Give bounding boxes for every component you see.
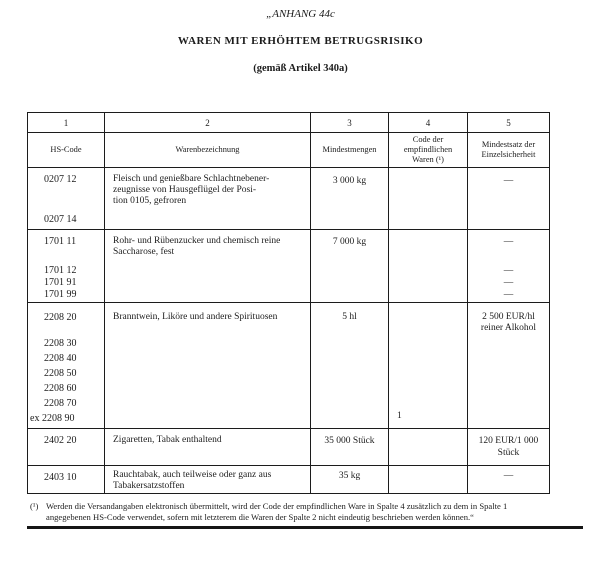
column-number: 5 xyxy=(467,113,549,132)
min-rate-line: reiner Alkohol xyxy=(480,323,537,333)
hs-code: 1701 91 xyxy=(44,277,77,288)
column-header-line: Code der xyxy=(412,135,444,144)
annex-label: „ANHANG 44c xyxy=(266,8,335,20)
column-header-warenbezeichnung xyxy=(104,133,310,167)
description-cell xyxy=(104,168,310,229)
min-quantity-cell xyxy=(310,168,388,229)
hs-code: 0207 14 xyxy=(44,214,77,225)
table-row xyxy=(28,230,549,303)
column-header-line: Warenbezeichnung xyxy=(175,145,240,154)
hs-code: 2208 30 xyxy=(44,338,77,349)
hs-code: 0207 12 xyxy=(44,174,77,185)
hs-code: 2402 20 xyxy=(44,435,77,446)
hs-code-cell xyxy=(28,168,104,229)
hs-code: 2208 40 xyxy=(44,353,77,364)
hs-code-cell xyxy=(28,466,104,493)
hs-code: 2403 10 xyxy=(44,472,77,483)
document-title: WAREN MIT ERHÖHTEM BETRUGSRISIKO xyxy=(177,35,424,47)
column-header-mindestsatz xyxy=(467,133,549,167)
hs-code: 2208 50 xyxy=(44,368,77,379)
min-quantity-value: 35 000 Stück xyxy=(324,436,375,446)
min-quantity-value: 7 000 kg xyxy=(332,237,367,247)
table-row xyxy=(28,466,549,493)
table-header-numbers-row xyxy=(28,113,549,133)
sensitive-code-cell xyxy=(388,168,467,229)
footnote xyxy=(30,501,582,523)
hs-code: 2208 20 xyxy=(44,312,77,323)
min-rate-line: 2 500 EUR/hl xyxy=(482,312,535,322)
footnote-line: angegebenen HS-Code verwendet, sofern mit letzterem die Waren der Spalte 2 nicht eindeutig beschrieben werden können.“ xyxy=(46,512,474,522)
min-rate-line: Stück xyxy=(497,448,520,458)
description-line: tion 0105, gefroren xyxy=(113,196,187,206)
hs-code: 1701 11 xyxy=(44,236,77,247)
hs-code-cell xyxy=(28,303,104,428)
hs-code: 2208 70 xyxy=(44,398,77,409)
column-header-line: Mindestsatz der xyxy=(481,140,536,149)
description-line: Saccharose, fest xyxy=(113,247,175,257)
table-row xyxy=(28,303,549,429)
column-header-mindestmengen xyxy=(310,133,388,167)
description-line: Rauchtabak, auch teilweise oder ganz aus xyxy=(113,470,272,480)
description-cell xyxy=(104,429,310,465)
column-header-line: Einzelsicherheit xyxy=(481,150,536,159)
min-quantity-cell xyxy=(310,303,388,428)
hs-code: 1701 12 xyxy=(44,265,77,276)
column-number: 4 xyxy=(388,113,467,132)
column-header-line: Mindestmengen xyxy=(322,145,377,154)
hs-code: ex 2208 90 xyxy=(30,413,75,424)
min-rate-cell xyxy=(467,429,549,465)
sensitive-code-cell xyxy=(388,230,467,302)
column-header-line: empfindlichen xyxy=(403,145,453,154)
description-line: Tabakersatzstoffen xyxy=(113,481,185,491)
dash: — xyxy=(503,290,514,300)
column-header-line: HS-Code xyxy=(50,145,82,154)
footnote-marker: (¹) xyxy=(30,501,39,511)
sensitive-code-value: 1 xyxy=(397,411,402,421)
table-row xyxy=(28,429,549,466)
sensitive-code-cell xyxy=(388,429,467,465)
table-header-labels-row xyxy=(28,133,549,168)
sensitive-code-cell xyxy=(388,303,467,428)
column-number: 3 xyxy=(310,113,388,132)
min-quantity-value: 35 kg xyxy=(338,471,361,481)
min-quantity-value: 5 hl xyxy=(342,312,357,322)
description-cell xyxy=(104,303,310,428)
description-line: Fleisch und genießbare Schlachtnebener- xyxy=(113,174,270,184)
description-line: Zigaretten, Tabak enthaltend xyxy=(113,435,222,445)
dash: — xyxy=(503,471,514,481)
column-number: 2 xyxy=(104,113,310,132)
sensitive-code-cell xyxy=(388,466,467,493)
min-quantity-cell xyxy=(310,429,388,465)
min-quantity-value: 3 000 kg xyxy=(332,176,367,186)
dash: — xyxy=(503,237,514,247)
min-rate-cell xyxy=(467,168,549,229)
description-cell xyxy=(104,230,310,302)
description-line: Branntwein, Liköre und andere Spirituosen xyxy=(113,312,278,322)
dash: — xyxy=(503,176,514,186)
document-subtitle: (gemäß Artikel 340a) xyxy=(253,63,348,74)
column-number: 1 xyxy=(63,117,69,128)
table-row xyxy=(28,168,549,230)
column-header-line: Waren (¹) xyxy=(412,155,444,164)
footnote-text xyxy=(46,501,507,523)
description-line: Rohr- und Rübenzucker und chemisch reine xyxy=(113,236,281,246)
dash: — xyxy=(503,278,514,288)
hs-code-cell xyxy=(28,429,104,465)
description-cell xyxy=(104,466,310,493)
min-rate-line: 120 EUR/1 000 xyxy=(478,436,539,446)
bottom-rule xyxy=(27,526,583,529)
document-header xyxy=(0,0,601,75)
footnote-line: Werden die Versandangaben elektronisch übermittelt, wird der Code der empfindlichen Ware in Spalte 4 zusätzlich zu dem in Spalte 1 xyxy=(46,501,508,511)
min-quantity-cell xyxy=(310,466,388,493)
min-quantity-cell xyxy=(310,230,388,302)
goods-table xyxy=(27,112,550,494)
column-header-code-empfindliche-waren xyxy=(388,133,467,167)
hs-code: 1701 99 xyxy=(44,289,77,300)
min-rate-cell xyxy=(467,303,549,428)
min-rate-cell xyxy=(467,230,549,302)
column-header-hs-code xyxy=(28,133,104,167)
hs-code-cell xyxy=(28,230,104,302)
hs-code: 2208 60 xyxy=(44,383,77,394)
dash: — xyxy=(503,266,514,276)
min-rate-cell xyxy=(467,466,549,493)
description-line: zeugnisse von Hausgeflügel der Posi- xyxy=(113,185,256,195)
